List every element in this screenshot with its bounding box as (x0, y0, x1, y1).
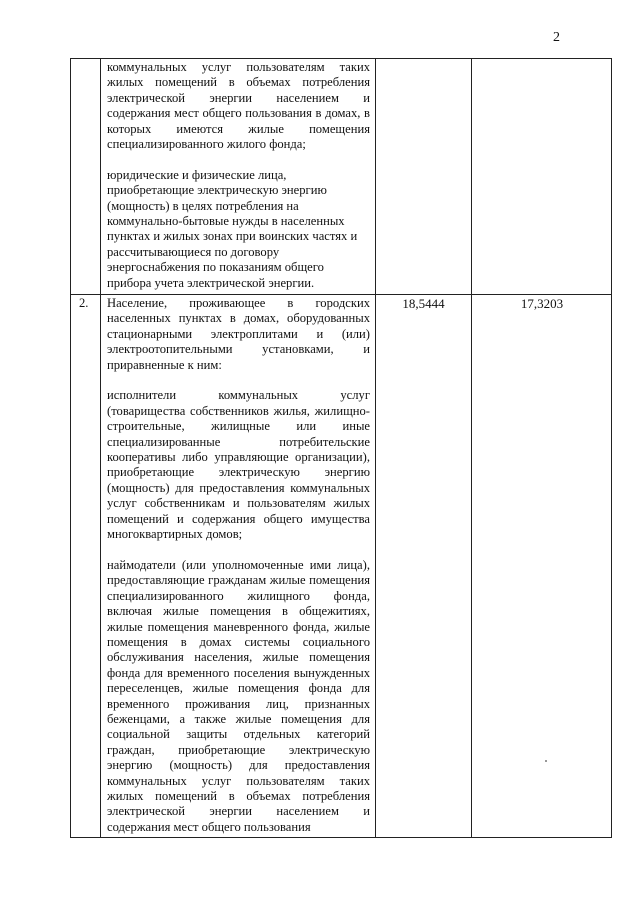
column-divider-number (100, 59, 101, 837)
row1-paragraph-1: коммунальных услуг пользователям таких жилых помещений в объемах потребления электрической энергии населением и содержания мест общего пользования в домах, в которых имеются жилые помещения специализированного жилого фонда; (107, 60, 370, 152)
row-divider (71, 294, 611, 295)
row2-paragraph-3: наймодатели (или уполномоченные ими лица), предоставляющие гражданам жилые помещения специализированного жилищного фонда, включая жилые помещения в общежитиях, жилые помещения маневренного фонда, жилые помещения в домах системы социального обслуживания населения, жилые помещения фонда для временного поселения вынужденных переселенцев, жилые помещения фонда для временного проживания лиц, признанных беженцами, а также жилые помещения для социальной защиты отдельных категорий граждан, приобретающие электрическую энергию (мощность) для предоставления коммунальных услуг пользователям таких жилых помещений в объемах потребления электрической энергии населением и содержания мест общего пользования (107, 557, 370, 834)
row2-paragraph-2: исполнители коммунальных услуг (товарищества собственников жилья, жилищно-строительные, жилищные или иные специализированные потребительские кооперативы либо управляющие организации), приобретающие электрическую энергию (мощность) для предоставления коммунальных услуг собственникам и пользователям жилых помещений и содержания общего имущества многоквартирных домов; (107, 388, 370, 542)
row2-description (107, 296, 370, 835)
row1-description (107, 60, 370, 291)
scan-speck (545, 760, 547, 762)
page-number: 2 (553, 30, 560, 45)
tariff-table (70, 58, 612, 838)
row2-value-2: 17,3203 (520, 296, 564, 311)
column-divider-value1 (471, 59, 472, 837)
row2-paragraph-1: Население, проживающее в городских населенных пунктах в домах, оборудованных стационарными электроплитами и (или) электроотопительными установками, и приравненные к ним: (107, 296, 370, 372)
column-divider-description (375, 59, 376, 837)
row2-number: 2. (79, 296, 89, 310)
row2-value-1: 18,5444 (402, 296, 445, 311)
row1-paragraph-2: юридические и физические лица, приобретающие электрическую энергию (мощность) в целях потребления на коммунально-бытовые нужды в населенных пунктах и жилых зонах при воинских частях и рассчитывающиеся по договору энергоснабжения по показаниям общего прибора учета электрической энергии. (107, 167, 358, 290)
